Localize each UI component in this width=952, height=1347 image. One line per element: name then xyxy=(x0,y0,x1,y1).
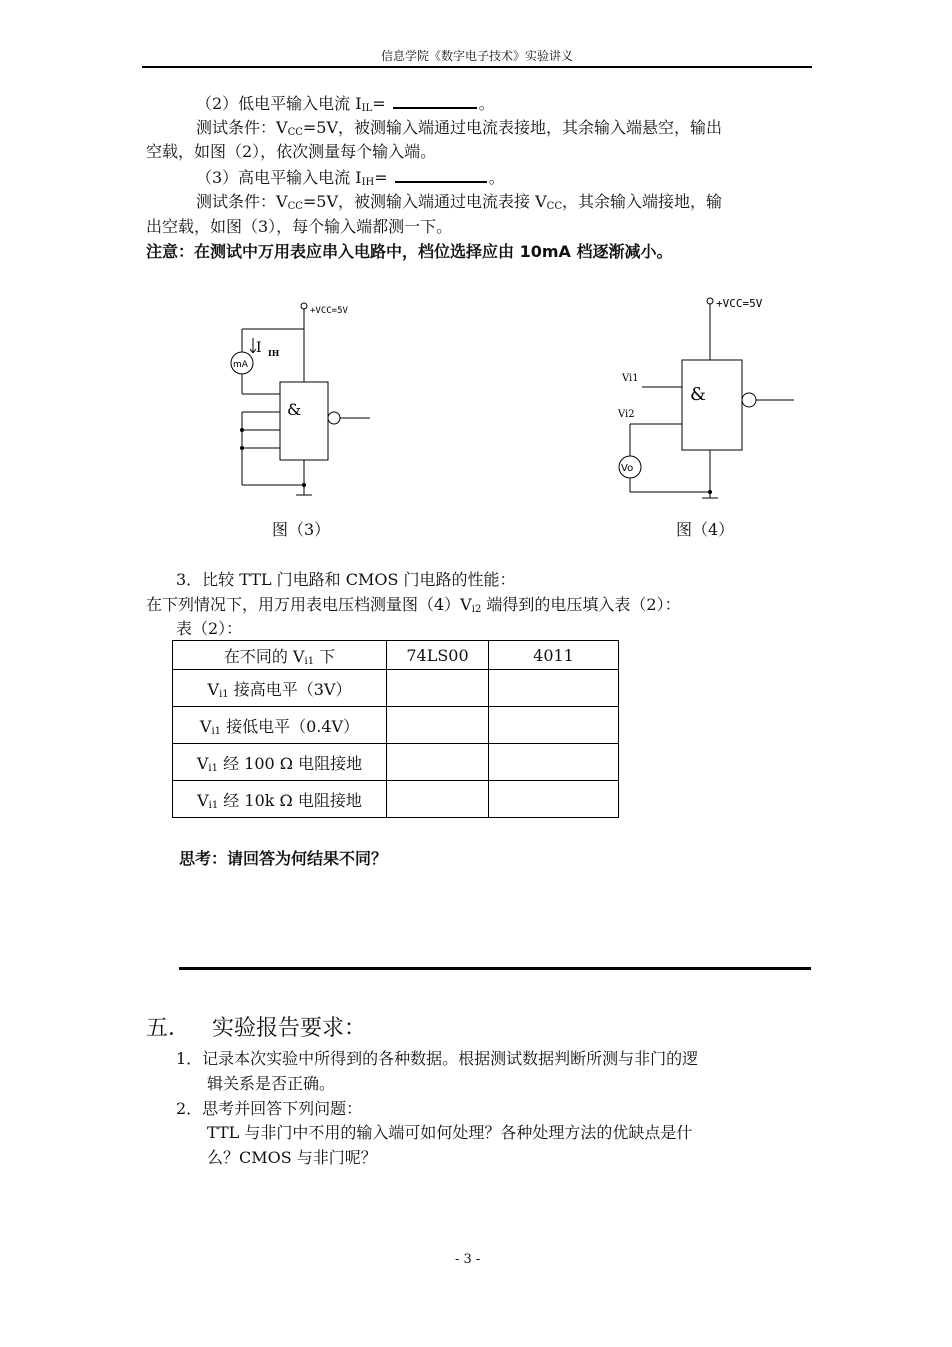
requirement-2a: 2．思考并回答下列问题： xyxy=(176,1099,363,1118)
note: 注意：在测试中万用表应串入电路中，档位选择应由 10mA 档逐渐减小。 xyxy=(146,242,673,261)
compare-desc: 在下列情况下，用万用表电压档测量图$(4)V_{i2}$ 端得到的电压填入表（2）： xyxy=(146,595,681,615)
figure-4-circuit xyxy=(606,290,806,510)
row-label: $V_{i1}$ 接高电平（3V） xyxy=(173,670,387,707)
cond2-line1: 测试条件：$V_{CC}=5V$，被测输入端通过电流表接地，其余输入端悬空，输出 xyxy=(196,118,723,138)
figure-3-circuit xyxy=(220,296,390,506)
table-header-row xyxy=(173,641,619,670)
section5-number: 五． xyxy=(146,1016,191,1041)
requirement-2b: TTL 与非门中不用的输入端可如何处理？各种处理方法的优缺点是什 xyxy=(207,1123,693,1142)
fig3-vcc-label: +VCC=5V xyxy=(310,306,348,316)
table-row xyxy=(173,707,619,744)
table-caption: 表（2）： xyxy=(176,619,243,638)
table-row xyxy=(173,781,619,818)
item3-line: （3）高电平输入电流 $I_{IH}=$ 。 xyxy=(196,168,505,188)
answer-blank-iih[interactable] xyxy=(395,166,487,183)
cond3-line2: 出空载，如图（3），每个输入端都测一下。 xyxy=(146,217,453,236)
fig3-meter-label: mA xyxy=(233,360,248,370)
answer-cell[interactable] xyxy=(387,744,489,781)
fig4-gate-symbol: & xyxy=(690,384,707,405)
row-label: $V_{i1}$ 经 100 Ω 电阻接地 xyxy=(173,744,387,781)
requirement-2c: 么？CMOS 与非门呢？ xyxy=(207,1148,377,1167)
fig4-vcc-label: +VCC=5V xyxy=(716,297,763,310)
table-row xyxy=(173,670,619,707)
fig4-vi2-label: Vi2 xyxy=(618,409,635,420)
row-label: $V_{i1}$ 经 10k Ω 电阻接地 xyxy=(173,781,387,818)
answer-cell[interactable] xyxy=(387,781,489,818)
answer-blank-iil[interactable] xyxy=(393,92,477,109)
fig4-vi1-label: Vi1 xyxy=(622,373,639,384)
answer-cell[interactable] xyxy=(489,707,619,744)
item2-line: （2）低电平输入电流 $I_{IL}=$ 。 xyxy=(196,94,495,114)
header-cell-74ls00: 74LS00 xyxy=(387,641,489,670)
think-question: 思考：请回答为何结果不同？ xyxy=(179,849,388,868)
page-number: - 3 - xyxy=(455,1252,481,1267)
cond3-line1: 测试条件：$V_{CC}=5V$，被测输入端通过电流表接 $V_{CC}$，其余输入端接地，输 xyxy=(196,192,722,212)
fig4-caption: 图（4） xyxy=(676,520,735,539)
table-row xyxy=(173,744,619,781)
fig3-current-label: I xyxy=(256,340,262,356)
row-label: $V_{i1}$ 接低电平（0.4V） xyxy=(173,707,387,744)
fig3-gate-symbol: & xyxy=(287,400,302,419)
comparison-table xyxy=(172,640,619,818)
fig4-meter-label: Vo xyxy=(621,463,634,474)
section5-title: 实验报告要求： xyxy=(212,1016,367,1041)
answer-cell[interactable] xyxy=(489,670,619,707)
header-rule xyxy=(142,66,812,68)
header-cell-condition: 在不同的 $V_{i1}$ 下 xyxy=(173,641,387,670)
answer-cell[interactable] xyxy=(387,707,489,744)
answer-cell[interactable] xyxy=(489,744,619,781)
header-cell-4011: 4011 xyxy=(489,641,619,670)
page-header: 信息学院《数字电子技术》实验讲义 xyxy=(380,49,573,63)
cond2-line2: 空载，如图（2），依次测量每个输入端。 xyxy=(146,142,437,161)
answer-cell[interactable] xyxy=(387,670,489,707)
fig3-caption: 图（3） xyxy=(272,520,331,539)
requirement-1a: 1．记录本次实验中所得到的各种数据。根据测试数据判断所测与非门的逻 xyxy=(176,1049,699,1068)
compare-title: 3．比较 TTL 门电路和 CMOS 门电路的性能： xyxy=(176,570,516,589)
answer-cell[interactable] xyxy=(489,781,619,818)
fig3-current-sub: IH xyxy=(268,348,280,358)
answer-rule xyxy=(179,967,811,970)
requirement-1b: 辑关系是否正确。 xyxy=(207,1074,336,1093)
